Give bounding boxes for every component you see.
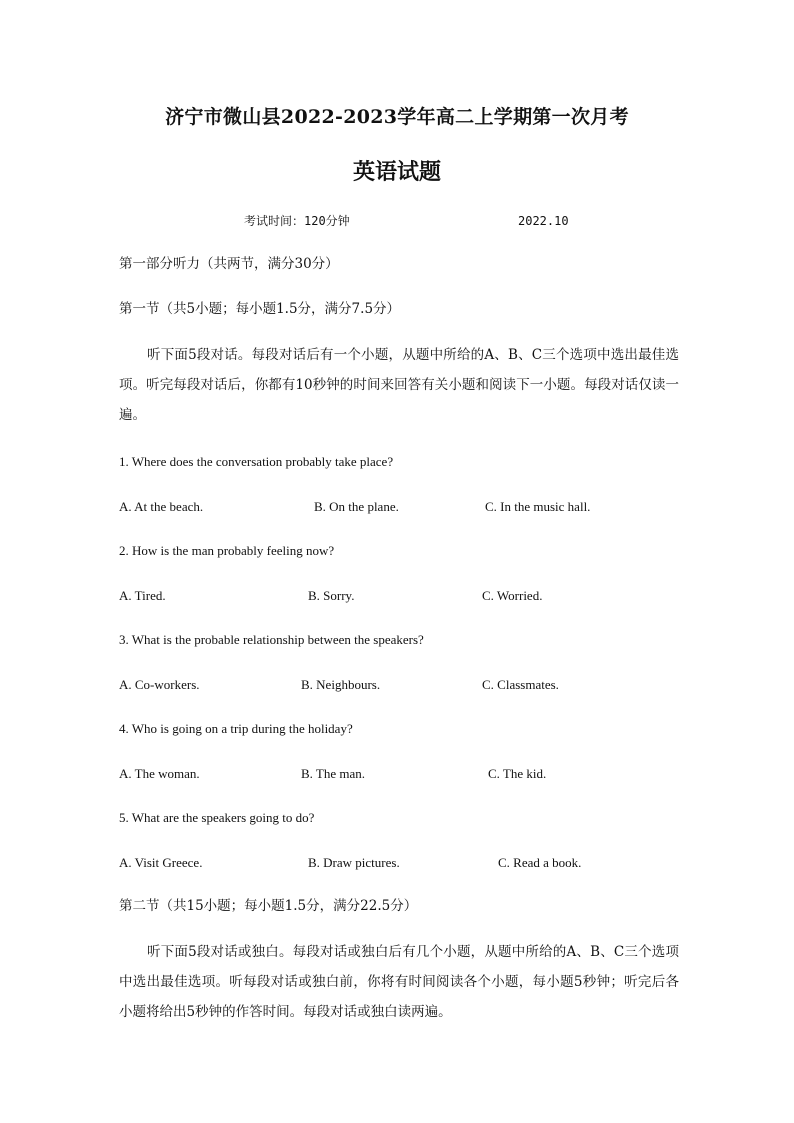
q4-option-b: B. The man. <box>301 766 366 781</box>
q5-option-b: B. Draw pictures. <box>308 855 400 870</box>
q5-option-c: C. Read a book. <box>498 855 582 870</box>
exam-title: 济宁市微山县2022-2023学年高二上学期第一次月考 <box>165 106 629 128</box>
q4-option-a: A. The woman. <box>119 766 200 781</box>
q2-option-a: A. Tired. <box>119 588 166 603</box>
section2-heading: 第二节（共15小题；每小题1.5分，满分22.5分） <box>119 898 418 914</box>
q4-option-c: C. The kid. <box>488 766 547 781</box>
exam-subtitle: 英语试题 <box>352 159 441 185</box>
question-1: 1. Where does the conversation probably take place? <box>119 454 394 469</box>
q3-option-a: A. Co-workers. <box>119 677 200 692</box>
exam-date: 2022.10 <box>518 214 569 228</box>
q3-option-b: B. Neighbours. <box>301 677 381 692</box>
section2-instructions: 听下面5段对话或独白。每段对话或独白后有几个小题，从题中所给的A、B、C三个选项中选出最佳选项。听每段对话或独白前，你将有时间阅读各个小题，每小题5秒钟；听完后各小题将给出5秒钟的作答时间。每段对话或独白读两遍。 <box>119 944 679 1020</box>
exam-time: 考试时间：120分钟 <box>244 214 350 228</box>
q2-option-b: B. Sorry. <box>308 588 355 603</box>
q3-option-c: C. Classmates. <box>482 677 559 692</box>
question-4: 4. Who is going on a trip during the holiday? <box>119 721 353 736</box>
question-5: 5. What are the speakers going to do? <box>119 810 315 825</box>
q5-option-a: A. Visit Greece. <box>119 855 203 870</box>
q2-option-c: C. Worried. <box>482 588 543 603</box>
part1-heading: 第一部分听力（共两节，满分30分） <box>119 256 339 272</box>
q1-option-c: C. In the music hall. <box>485 499 591 514</box>
section1-instructions: 听下面5段对话。每段对话后有一个小题，从题中所给的A、B、C三个选项中选出最佳选项。听完每段对话后，你都有10秒钟的时间来回答有关小题和阅读下一小题。每段对话仅读一遍。 <box>119 347 679 423</box>
question-2: 2. How is the man probably feeling now? <box>119 543 335 558</box>
q1-option-b: B. On the plane. <box>314 499 399 514</box>
question-3: 3. What is the probable relationship between the speakers? <box>119 632 424 647</box>
section1-heading: 第一节（共5小题；每小题1.5分，满分7.5分） <box>119 301 401 317</box>
q1-option-a: A. At the beach. <box>119 499 204 514</box>
